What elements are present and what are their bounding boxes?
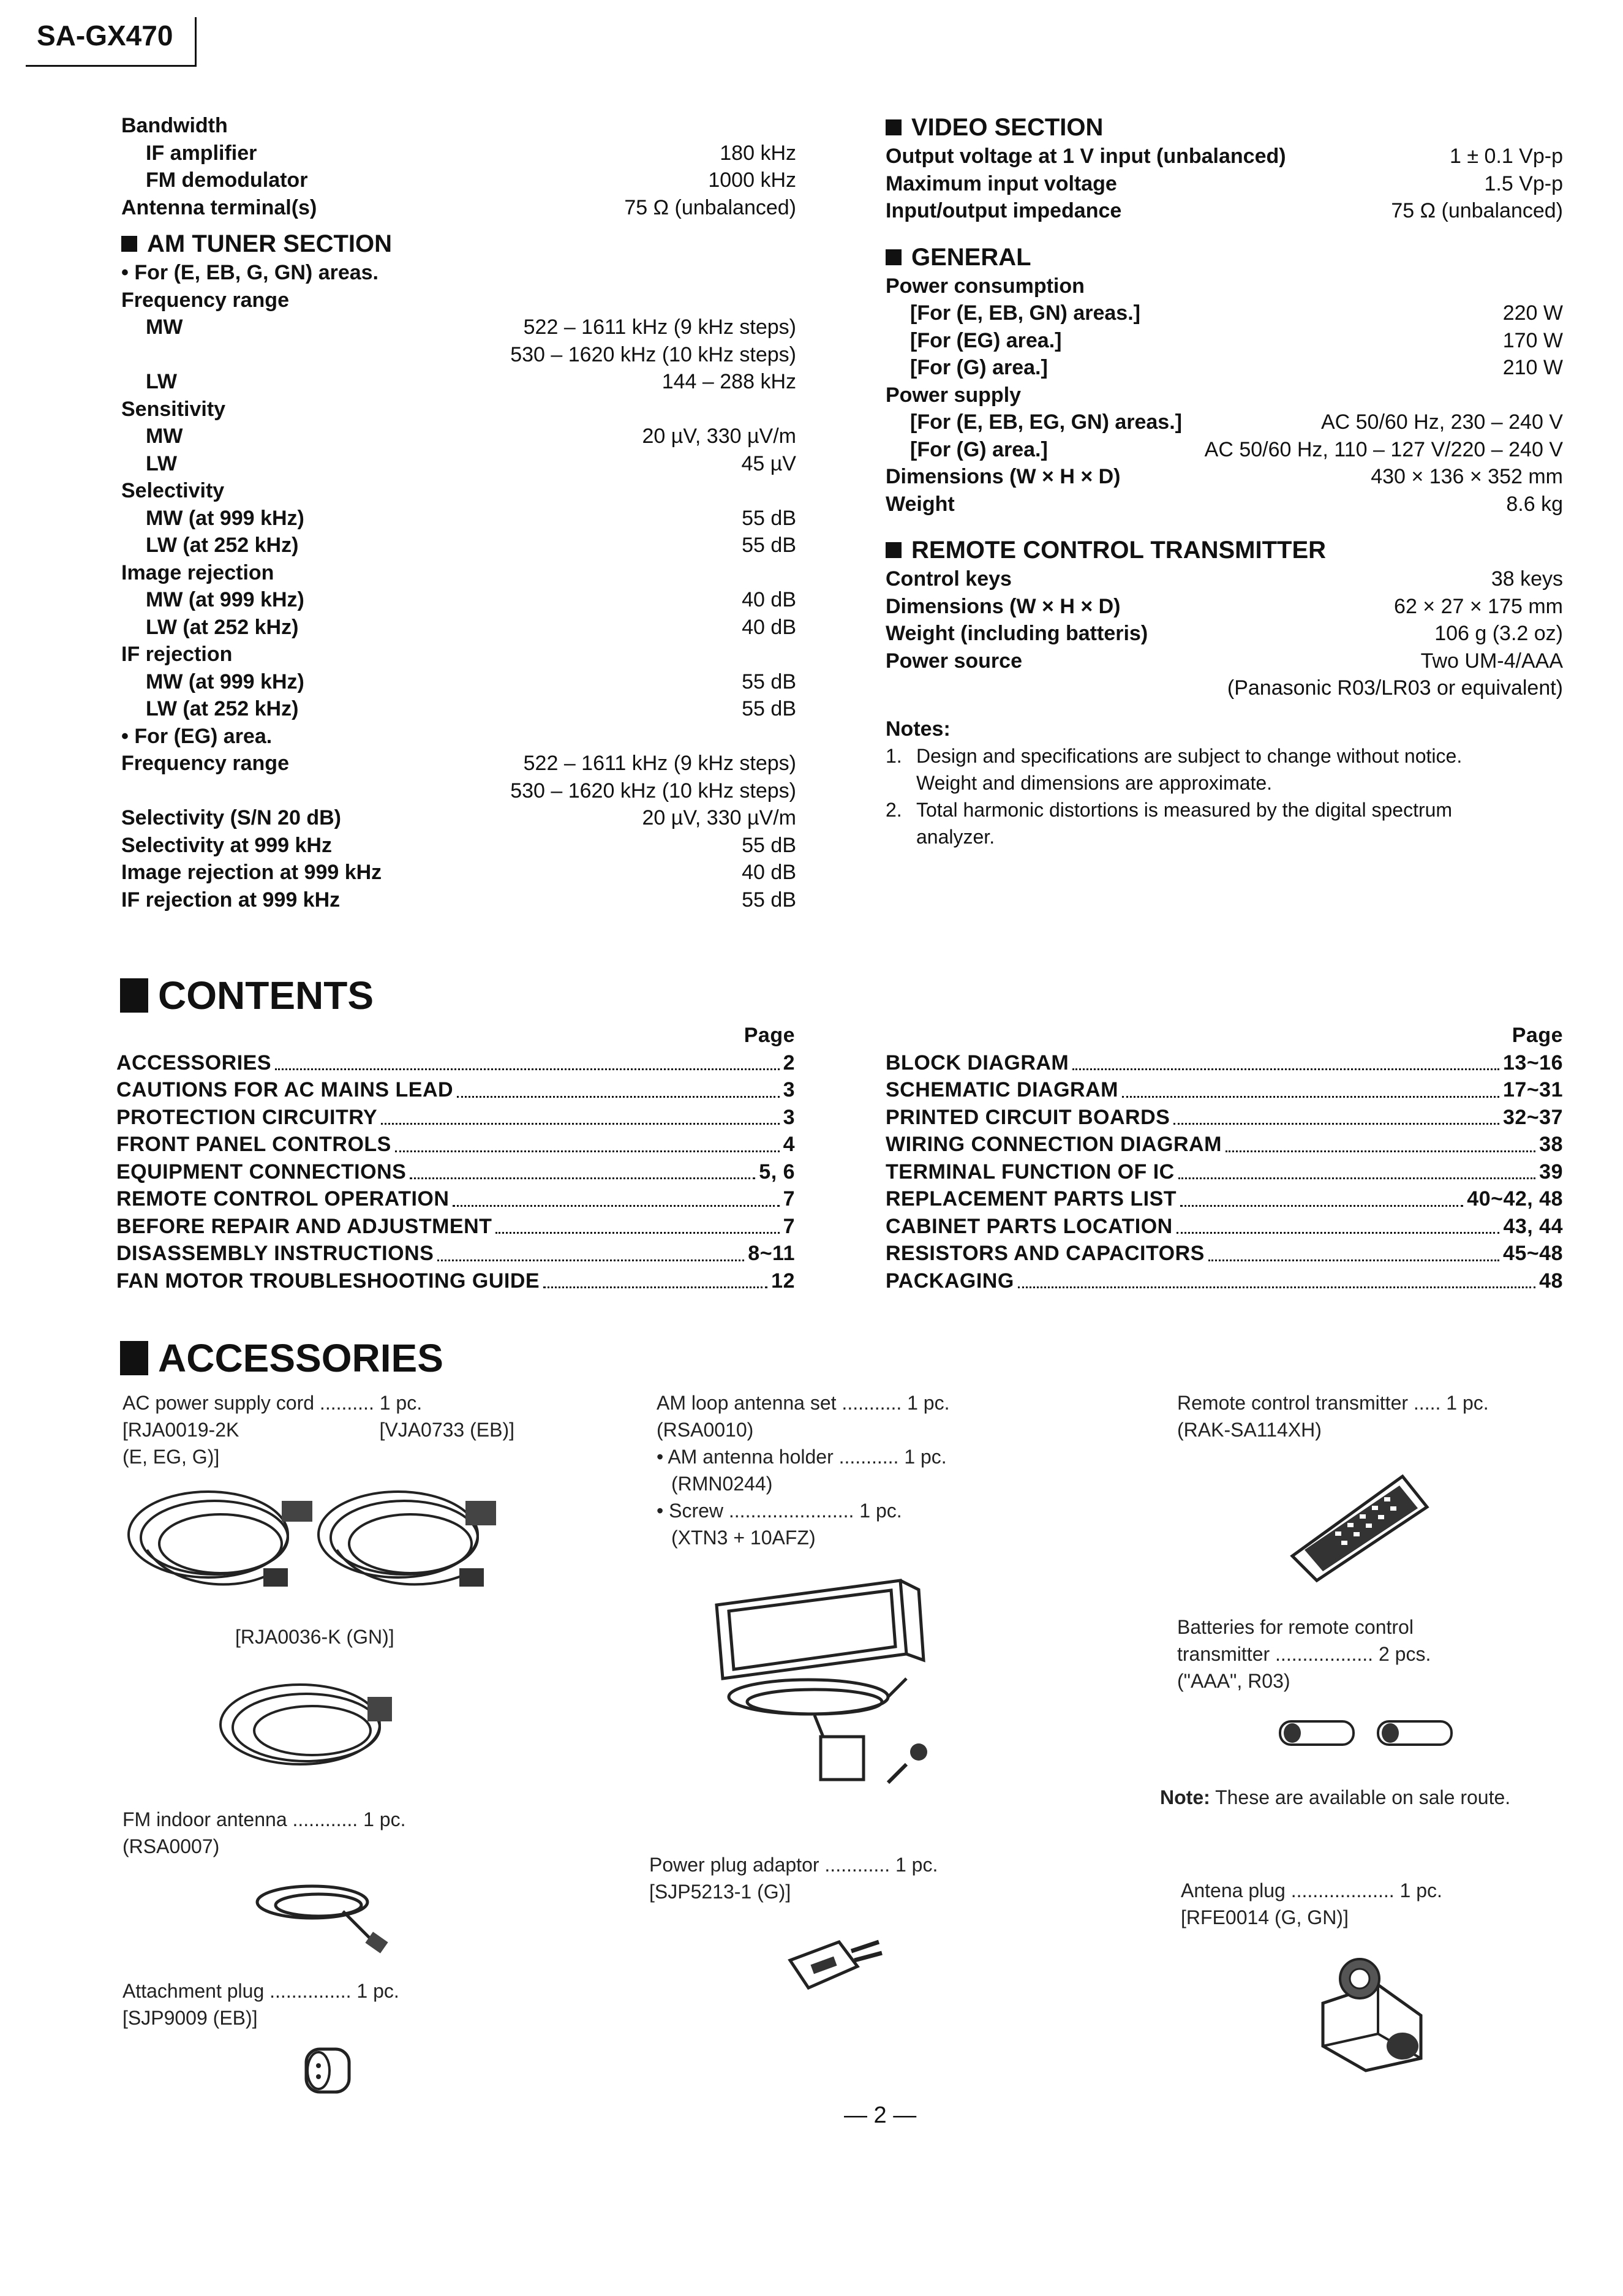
spec-row: [121, 259, 796, 287]
toc-leader: [453, 1185, 779, 1207]
batteries-qty: transmitter .................. 2 pcs.: [1177, 1643, 1431, 1665]
toc-label: CAUTIONS FOR AC MAINS LEAD: [116, 1076, 456, 1104]
batteries-line: Batteries for remote control: [1177, 1616, 1414, 1638]
spec-row: [121, 287, 796, 314]
spec-row: [886, 382, 1563, 409]
video-rows: [886, 143, 1563, 225]
spec-row: [886, 593, 1563, 621]
spec-label: Frequency range: [121, 288, 289, 312]
remote-heading: [886, 535, 1563, 565]
spec-value: 430 × 136 × 352 mm: [1371, 465, 1563, 488]
spec-label: LW (at 252 kHz): [146, 615, 299, 639]
spec-row: [121, 859, 796, 886]
ac-cord-text: [122, 1389, 514, 1470]
spec-row: [886, 170, 1563, 198]
spec-row: [121, 832, 796, 859]
toc-label: CABINET PARTS LOCATION: [886, 1213, 1175, 1241]
power-adaptor-part: [SJP5213-1 (G)]: [649, 1881, 791, 1903]
toc-label: FAN MOTOR TROUBLESHOOTING GUIDE: [116, 1267, 542, 1295]
toc-page: 4: [781, 1131, 795, 1158]
batteries-text: [1177, 1614, 1431, 1694]
am-holder-line: • AM antenna holder ........... 1 pc.: [657, 1446, 947, 1468]
spec-value: 62 × 27 × 175 mm: [1394, 594, 1563, 618]
spec-label: Dimensions (W × H × D): [886, 594, 1121, 618]
toc-leader: [495, 1213, 779, 1234]
fm-antenna-line: FM indoor antenna ............ 1 pc.: [122, 1808, 406, 1830]
toc-leader: [1018, 1267, 1535, 1289]
spec-value: 55 dB: [742, 506, 796, 530]
spec-label: Bandwidth: [121, 114, 228, 137]
spec-row: [121, 641, 796, 668]
spec-label: Selectivity (S/N 20 dB): [121, 806, 342, 829]
toc-label: FRONT PANEL CONTROLS: [116, 1131, 394, 1158]
section-bullet-icon: [886, 542, 902, 558]
spec-label: LW (at 252 kHz): [146, 534, 299, 557]
spec-value: 106 g (3.2 oz): [1434, 622, 1563, 645]
spec-label: Power supply: [886, 383, 1022, 407]
spec-row: [886, 565, 1563, 593]
spec-left-column: [121, 112, 796, 913]
note-text: Total harmonic distortions is measured by the digital spectrum: [916, 799, 1453, 821]
spec-label: IF rejection at 999 kHz: [121, 888, 341, 912]
fm-tail-section: [121, 112, 796, 221]
toc-right-list: [886, 1049, 1563, 1295]
spec-label: FM demodulator: [146, 168, 308, 192]
toc-leader: [1177, 1213, 1500, 1234]
ac-cord-areas: (E, EG, G)]: [122, 1446, 220, 1468]
spec-row: [886, 273, 1563, 300]
spec-label: Control keys: [886, 567, 1012, 591]
note-label: Note:: [1160, 1786, 1210, 1808]
spec-row: [121, 695, 796, 723]
toc-leader: [1178, 1158, 1535, 1180]
toc-page: 2: [781, 1049, 795, 1077]
toc-page: 38: [1537, 1131, 1563, 1158]
spec-label: Power source: [886, 649, 1022, 673]
toc-entry[interactable]: [116, 1267, 795, 1295]
spec-row: [121, 368, 796, 396]
model-tag: SA-GX470: [26, 17, 197, 67]
spec-value: 530 – 1620 kHz (10 kHz steps): [510, 342, 796, 366]
spec-value: 55 dB: [742, 833, 796, 857]
ac-cord-part-eb: [VJA0733 (EB)]: [379, 1419, 514, 1441]
page-header-left: Page: [744, 1024, 795, 1047]
spec-value: 1000 kHz: [708, 168, 796, 192]
notes-title: Notes:: [886, 717, 951, 741]
toc-leader: [275, 1049, 780, 1071]
toc-entry[interactable]: [886, 1104, 1563, 1131]
spec-value: 20 µV, 330 µV/m: [642, 806, 796, 829]
am-loop-part: (RSA0010): [657, 1419, 754, 1441]
spec-label: Sensitivity: [121, 397, 226, 421]
toc-entry[interactable]: [886, 1158, 1563, 1186]
accessories-title: ACCESSORIES: [158, 1336, 443, 1380]
toc-page: 3: [781, 1076, 795, 1104]
spec-right-column: [886, 112, 1563, 850]
page-header-right: Page: [1512, 1024, 1563, 1047]
spec-row: [121, 396, 796, 423]
sale-route-note: [1160, 1784, 1510, 1811]
toc-leader: [1122, 1076, 1499, 1098]
toc-entry[interactable]: [116, 1131, 795, 1158]
spec-value: 522 – 1611 kHz (9 kHz steps): [523, 315, 796, 339]
spec-label: Image rejection at 999 kHz: [121, 861, 382, 884]
spec-row: [886, 463, 1563, 491]
toc-label: WIRING CONNECTION DIAGRAM: [886, 1131, 1224, 1158]
video-title: VIDEO SECTION: [911, 114, 1104, 141]
spec-row: [121, 112, 796, 140]
spec-value: 530 – 1620 kHz (10 kHz steps): [510, 779, 796, 802]
spec-row: [886, 197, 1563, 225]
accessories-heading: [120, 1335, 443, 1381]
spec-row: [121, 314, 796, 341]
note-number: [886, 769, 916, 796]
video-heading: [886, 112, 1563, 143]
remote-tx-part: (RAK-SA114XH): [1177, 1419, 1322, 1441]
spec-row: [121, 750, 796, 777]
toc-leader: [395, 1131, 780, 1152]
spec-row: [886, 491, 1563, 518]
section-bullet-icon: [121, 236, 137, 252]
spec-label: • For (EG) area.: [121, 724, 273, 748]
toc-label: RESISTORS AND CAPACITORS: [886, 1240, 1207, 1267]
toc-page: 40~42, 48: [1464, 1185, 1563, 1213]
spec-label: [For (E, EB, EG, GN) areas.]: [910, 410, 1182, 434]
am-tuner-title: AM TUNER SECTION: [147, 230, 392, 257]
spec-row: [121, 477, 796, 505]
spec-value: 55 dB: [742, 888, 796, 912]
spec-row: [886, 409, 1563, 436]
toc-entry[interactable]: [116, 1104, 795, 1131]
toc-leader: [410, 1158, 755, 1180]
spec-value: 45 µV: [741, 451, 796, 475]
spec-value: Two UM-4/AAA: [1420, 649, 1563, 673]
toc-page: 13~16: [1501, 1049, 1563, 1077]
power-adaptor-illustration: [778, 1924, 888, 2003]
contents-left: [116, 1022, 795, 1294]
spec-label: Maximum input voltage: [886, 172, 1117, 195]
spec-row: [121, 668, 796, 696]
spec-value: 40 dB: [742, 588, 796, 611]
power-adaptor-text: [649, 1851, 938, 1905]
note-text: Design and specifications are subject to change without notice.: [916, 745, 1463, 767]
fm-antenna-illustration: [251, 1875, 398, 1954]
toc-label: EQUIPMENT CONNECTIONS: [116, 1158, 409, 1186]
spec-row: [121, 341, 796, 369]
section-bullet-icon: [120, 978, 148, 1013]
spec-label: Image rejection: [121, 561, 274, 584]
spec-label: LW: [146, 370, 177, 393]
note-line: [886, 796, 1563, 823]
toc-left-list: [116, 1049, 795, 1295]
power-adaptor-line: Power plug adaptor ............ 1 pc.: [649, 1854, 938, 1876]
spec-value: 8.6 kg: [1506, 492, 1563, 516]
spec-label: • For (E, EB, G, GN) areas.: [121, 261, 379, 284]
remote-illustration: [1280, 1458, 1439, 1587]
spec-value: 170 W: [1502, 328, 1563, 352]
toc-leader: [381, 1104, 779, 1125]
toc-label: SCHEMATIC DIAGRAM: [886, 1076, 1121, 1104]
toc-leader: [1173, 1104, 1499, 1125]
toc-label: PRINTED CIRCUIT BOARDS: [886, 1104, 1172, 1131]
spec-row: [886, 648, 1563, 675]
toc-label: TERMINAL FUNCTION OF IC: [886, 1158, 1177, 1186]
spec-row: [886, 620, 1563, 648]
spec-row: [121, 886, 796, 914]
note-text: These are available on sale route.: [1215, 1786, 1511, 1808]
ac-cord-line: AC power supply cord .......... 1 pc.: [122, 1392, 423, 1414]
toc-label: PACKAGING: [886, 1267, 1017, 1295]
fm-antenna-part: (RSA0007): [122, 1835, 220, 1857]
note-line: [886, 769, 1563, 796]
spec-value: 220 W: [1502, 301, 1563, 325]
spec-label: IF amplifier: [146, 141, 257, 165]
spec-label: Input/output impedance: [886, 199, 1122, 222]
toc-label: ACCESSORIES: [116, 1049, 274, 1077]
spec-label: Output voltage at 1 V input (unbalanced): [886, 145, 1286, 168]
spec-row: [121, 804, 796, 832]
spec-row: [886, 143, 1563, 170]
toc-leader: [1208, 1240, 1499, 1261]
general-rows: [886, 273, 1563, 518]
toc-page: 32~37: [1501, 1104, 1563, 1131]
remote-rows: [886, 565, 1563, 702]
spec-row: [121, 423, 796, 450]
am-loop-text: [657, 1389, 949, 1551]
spec-label: MW (at 999 kHz): [146, 588, 304, 611]
spec-label: Selectivity: [121, 479, 225, 502]
spec-label: Weight (including batteris): [886, 622, 1148, 645]
spec-label: LW: [146, 451, 177, 475]
attach-plug-illustration: [294, 2040, 367, 2101]
spec-value: 75 Ω (unbalanced): [624, 195, 796, 219]
note-number: 1.: [886, 745, 902, 767]
spec-value: 20 µV, 330 µV/m: [642, 425, 796, 448]
attach-plug-line: Attachment plug ............... 1 pc.: [122, 1980, 399, 2002]
toc-label: REMOTE CONTROL OPERATION: [116, 1185, 451, 1213]
toc-page: 45~48: [1501, 1240, 1563, 1267]
general-heading: [886, 242, 1563, 273]
general-title: GENERAL: [911, 243, 1031, 271]
toc-page: 17~31: [1501, 1076, 1563, 1104]
antenna-plug-illustration: [1305, 1948, 1439, 2077]
note-line: [886, 742, 1563, 769]
toc-page: 12: [769, 1267, 795, 1295]
spec-row: [121, 167, 796, 194]
contents-heading: [120, 973, 374, 1018]
spec-value: AC 50/60 Hz, 230 – 240 V: [1320, 410, 1563, 434]
spec-value: 38 keys: [1491, 567, 1563, 591]
spec-label: [For (G) area.]: [910, 437, 1048, 461]
toc-entry[interactable]: [886, 1213, 1563, 1241]
am-holder-part: (RMN0244): [671, 1473, 773, 1495]
batteries-type: ("AAA", R03): [1177, 1670, 1290, 1692]
spec-label: Selectivity at 999 kHz: [121, 833, 332, 857]
spec-value: 1.5 Vp-p: [1484, 172, 1563, 195]
ac-cord-gn: [RJA0036-K (GN)]: [235, 1626, 394, 1648]
note-number: [886, 823, 916, 850]
fm-antenna-text: [122, 1806, 405, 1860]
toc-page: 39: [1537, 1158, 1563, 1186]
am-loop-line: AM loop antenna set ........... 1 pc.: [657, 1392, 950, 1414]
notes-list: [886, 742, 1563, 850]
toc-entry[interactable]: [886, 1076, 1563, 1104]
contents-right: [886, 1022, 1563, 1294]
spec-row: [121, 194, 796, 222]
toc-entry[interactable]: [116, 1240, 795, 1267]
spec-label: Antenna terminal(s): [121, 195, 317, 219]
note-line: [886, 823, 1563, 850]
toc-page: 7: [781, 1185, 795, 1213]
spec-row: [121, 505, 796, 532]
screw-part: (XTN3 + 10AFZ): [671, 1527, 816, 1549]
toc-entry[interactable]: [886, 1049, 1563, 1077]
toc-page: 5, 6: [756, 1158, 795, 1186]
spec-label: LW (at 252 kHz): [146, 697, 299, 720]
am-tuner-rows: [121, 259, 796, 913]
spec-label: MW: [146, 315, 183, 339]
toc-entry[interactable]: [886, 1185, 1563, 1213]
toc-entry[interactable]: [886, 1240, 1563, 1267]
spec-row: [121, 723, 796, 750]
toc-label: BLOCK DIAGRAM: [886, 1049, 1071, 1077]
spec-label: Dimensions (W × H × D): [886, 465, 1121, 488]
toc-page: 8~11: [745, 1240, 795, 1267]
section-bullet-icon: [886, 249, 902, 265]
note-text: Weight and dimensions are approximate.: [916, 772, 1273, 794]
spec-label: MW (at 999 kHz): [146, 506, 304, 530]
spec-value: 40 dB: [742, 861, 796, 884]
toc-entry[interactable]: [886, 1131, 1563, 1158]
spec-label: [For (EG) area.]: [910, 328, 1062, 352]
toc-entry[interactable]: [116, 1076, 795, 1104]
toc-leader: [1072, 1049, 1499, 1071]
toc-entry[interactable]: [116, 1158, 795, 1186]
remote-title: REMOTE CONTROL TRANSMITTER: [911, 537, 1327, 564]
antenna-plug-text: [1181, 1877, 1442, 1931]
spec-row: [121, 532, 796, 559]
contents-title: CONTENTS: [158, 973, 374, 1018]
ac-cord-gn-illustration: [214, 1666, 416, 1777]
antenna-plug-part: [RFE0014 (G, GN)]: [1181, 1906, 1349, 1928]
section-bullet-icon: [120, 1341, 148, 1375]
spec-value: 1 ± 0.1 Vp-p: [1450, 145, 1563, 168]
spec-row: [121, 450, 796, 478]
section-bullet-icon: [886, 119, 902, 135]
spec-label: Frequency range: [121, 752, 289, 775]
page-number: — 2 —: [844, 2102, 917, 2128]
spec-value: 75 Ω (unbalanced): [1391, 199, 1563, 222]
spec-label: Weight: [886, 492, 955, 516]
toc-page: 48: [1537, 1267, 1563, 1295]
spec-label: IF rejection: [121, 643, 233, 666]
spec-row: [121, 777, 796, 805]
attach-plug-text: [122, 1977, 399, 2031]
spec-value: 522 – 1611 kHz (9 kHz steps): [523, 752, 796, 775]
toc-label: PROTECTION CIRCUITRY: [116, 1104, 380, 1131]
spec-row: [886, 354, 1563, 382]
toc-label: DISASSEMBLY INSTRUCTIONS: [116, 1240, 436, 1267]
toc-page: 43, 44: [1501, 1213, 1563, 1241]
spec-label: [For (E, EB, GN) areas.]: [910, 301, 1140, 325]
toc-label: REPLACEMENT PARTS LIST: [886, 1185, 1179, 1213]
spec-row: [121, 140, 796, 167]
toc-entry[interactable]: [116, 1185, 795, 1213]
am-loop-illustration: [704, 1568, 962, 1813]
ac-cord-illustration: [122, 1476, 514, 1611]
screw-line: • Screw ....................... 1 pc.: [657, 1500, 902, 1522]
note-number: 2.: [886, 799, 902, 821]
toc-leader: [1180, 1185, 1463, 1207]
spec-label: [121, 341, 146, 369]
spec-label: MW: [146, 425, 183, 448]
note-text: analyzer.: [916, 826, 995, 848]
toc-label: BEFORE REPAIR AND ADJUSTMENT: [116, 1213, 494, 1241]
spec-value: 55 dB: [742, 697, 796, 720]
toc-leader: [1226, 1131, 1535, 1152]
spec-label: MW (at 999 kHz): [146, 670, 304, 693]
remote-tx-text: [1177, 1389, 1489, 1443]
spec-value: 180 kHz: [720, 141, 796, 165]
batteries-illustration: [1274, 1715, 1470, 1752]
toc-page: 3: [781, 1104, 795, 1131]
spec-value: 55 dB: [742, 670, 796, 693]
spec-row: [121, 559, 796, 587]
spec-row: [886, 300, 1563, 327]
spec-row: [886, 436, 1563, 464]
remote-tx-line: Remote control transmitter ..... 1 pc.: [1177, 1392, 1489, 1414]
spec-label: [For (G) area.]: [910, 356, 1048, 379]
spec-value: 55 dB: [742, 534, 796, 557]
toc-entry[interactable]: [116, 1049, 795, 1077]
am-tuner-heading: [121, 228, 796, 259]
toc-leader: [457, 1076, 780, 1098]
toc-leader: [437, 1240, 744, 1261]
toc-entry[interactable]: [116, 1213, 795, 1241]
spec-value: (Panasonic R03/LR03 or equivalent): [1227, 676, 1563, 700]
spec-value: AC 50/60 Hz, 110 – 127 V/220 – 240 V: [1204, 437, 1563, 461]
antenna-plug-line: Antena plug ................... 1 pc.: [1181, 1879, 1442, 1901]
spec-value: 210 W: [1502, 356, 1563, 379]
spec-value: 144 – 288 kHz: [661, 370, 796, 393]
toc-page: 7: [781, 1213, 795, 1241]
ac-cord-part: [RJA0019-2K: [122, 1419, 239, 1441]
attach-plug-part: [SJP9009 (EB)]: [122, 2007, 258, 2029]
spec-value: 40 dB: [742, 615, 796, 639]
toc-leader: [543, 1267, 767, 1289]
spec-row: [121, 614, 796, 641]
spec-row: [121, 586, 796, 614]
toc-entry[interactable]: [886, 1267, 1563, 1295]
spec-label: Power consumption: [886, 274, 1085, 298]
spec-row: [886, 327, 1563, 355]
spec-row: [886, 674, 1563, 702]
